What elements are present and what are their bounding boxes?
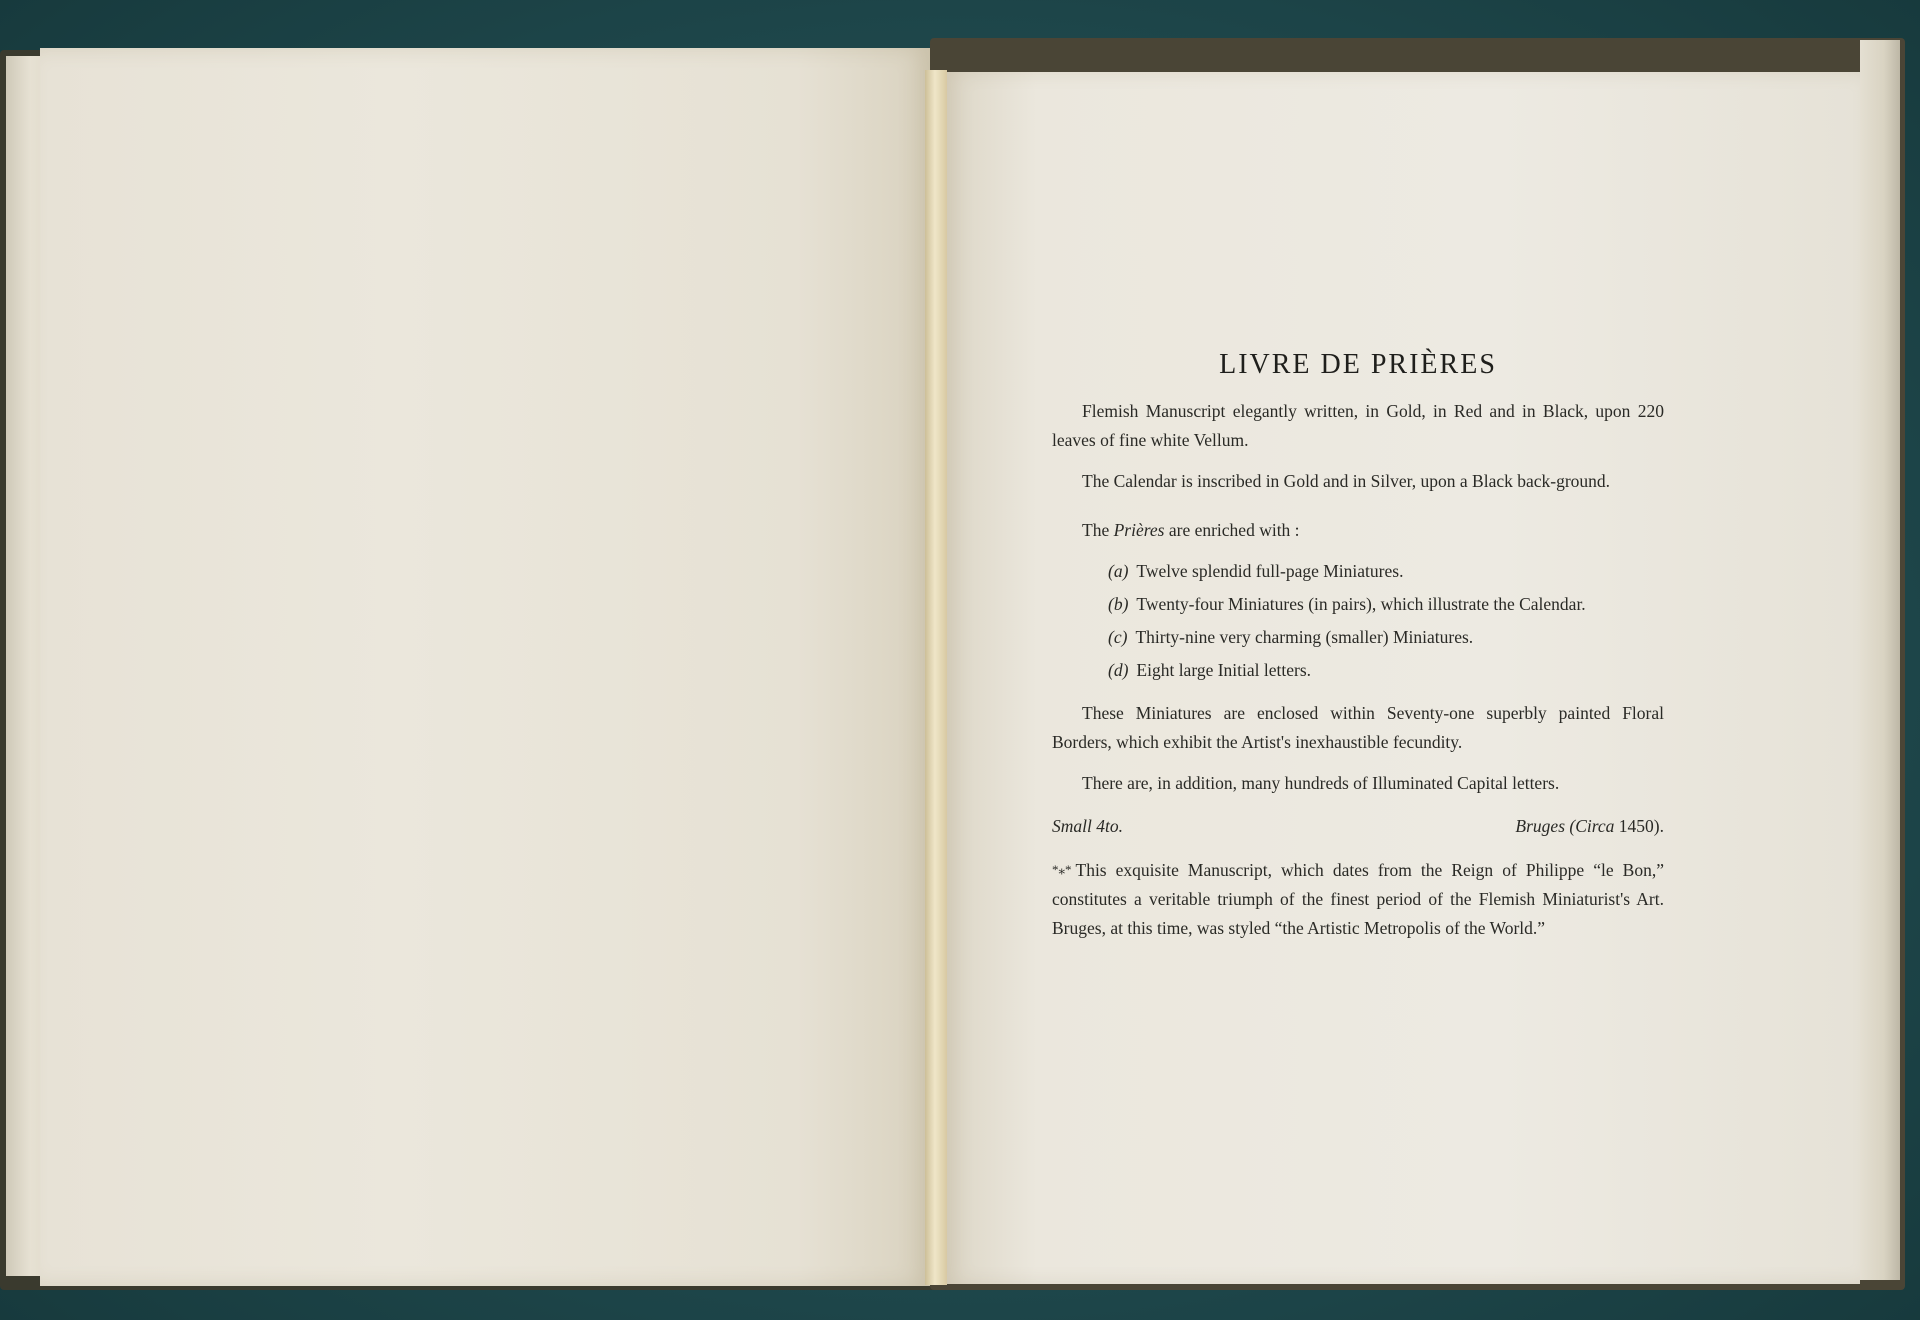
- catalogue-entry: [1052, 350, 1664, 943]
- description-paragraph-2: The Calendar is inscribed in Gold and in Silver, upon a Black back-ground.: [1082, 471, 1611, 491]
- list-marker: (d): [1108, 660, 1129, 680]
- description-paragraph-1: Flemish Manuscript elegantly written, in Gold, in Red and in Black, upon 220 leaves of fine white Vellum.: [1052, 401, 1664, 450]
- footnote: [1052, 855, 1664, 943]
- list-item: [1108, 656, 1664, 685]
- list-text: Eight large Initial letters.: [1136, 660, 1312, 680]
- format-origin-row: [1052, 812, 1664, 841]
- enriched-intro-before: The: [1082, 520, 1114, 540]
- description-paragraph-4: There are, in addition, many hundreds of Illuminated Capital letters.: [1082, 773, 1560, 793]
- list-marker: (c): [1108, 627, 1128, 647]
- enriched-intro-after: are enriched with :: [1164, 520, 1300, 540]
- list-item: [1108, 557, 1664, 586]
- footnote-text: This exquisite Manuscript, which dates from the Reign of Philippe “le Bon,” constitutes a veritable triumph of the finest period of the Flemish Miniaturist's Art. Bruges, at this time, was styled “the Artistic Metropolis of the World.”: [1052, 860, 1664, 938]
- book-gutter: [925, 70, 947, 1285]
- enriched-intro-italic: Prières: [1113, 520, 1165, 540]
- list-item: [1108, 623, 1664, 652]
- origin-year: 1450).: [1614, 816, 1664, 836]
- origin-place: Bruges (: [1515, 816, 1576, 836]
- list-item: [1108, 590, 1664, 619]
- blank-left-page: [40, 48, 930, 1286]
- format-label: Small 4to.: [1052, 816, 1123, 836]
- list-marker: (a): [1108, 561, 1129, 581]
- list-text: Thirty-nine very charming (smaller) Miniatures.: [1135, 627, 1474, 647]
- origin-label: [1515, 812, 1664, 841]
- page-stack-right: [1860, 40, 1900, 1280]
- list-marker: (b): [1108, 594, 1129, 614]
- asterism-icon: *⁎*: [1052, 862, 1072, 877]
- page-title: LIVRE DE PRIÈRES: [1219, 349, 1497, 380]
- list-text: Twenty-four Miniatures (in pairs), which illustrate the Calendar.: [1136, 594, 1586, 614]
- enriched-intro: [1052, 516, 1664, 545]
- list-text: Twelve splendid full-page Miniatures.: [1136, 561, 1404, 581]
- description-paragraph-3: These Miniatures are enclosed within Seventy-one superbly painted Floral Borders, which exhibit the Artist's inexhaustible fecundity.: [1052, 703, 1664, 752]
- enrichment-list: [1108, 557, 1664, 685]
- origin-circa: Circa: [1575, 816, 1615, 836]
